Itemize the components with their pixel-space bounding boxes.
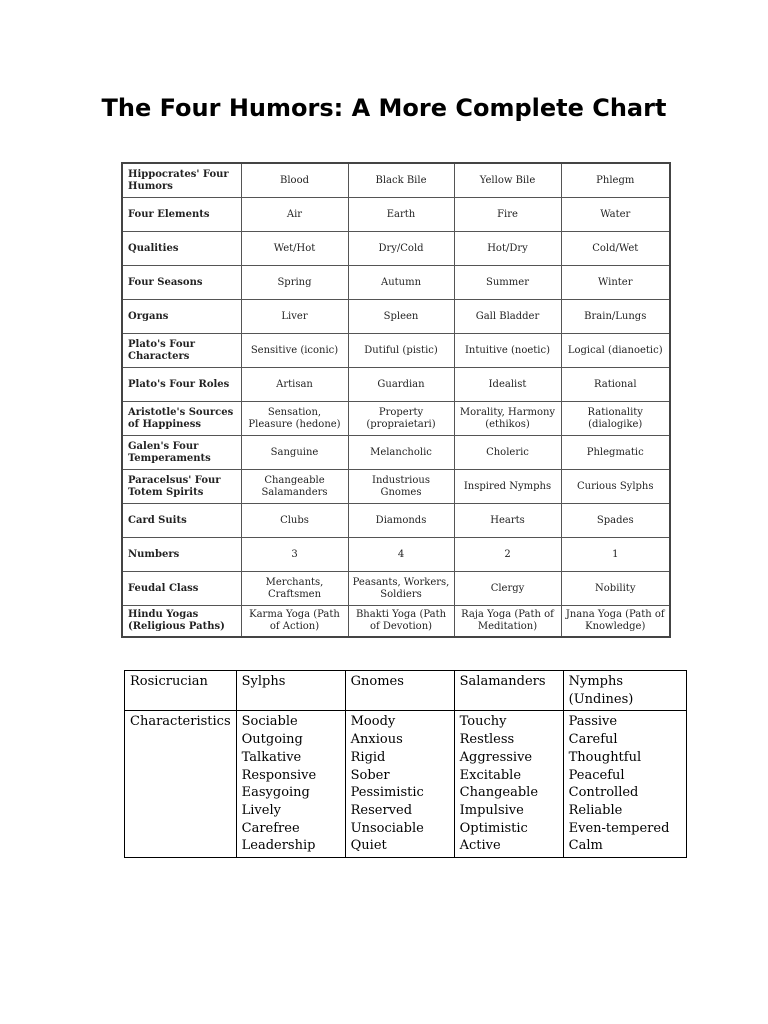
trait: Touchy xyxy=(459,714,507,730)
chart-cell: Brain/Lungs xyxy=(561,300,670,334)
chart-cell: Dutiful (pistic) xyxy=(348,334,454,368)
trait: Lively xyxy=(241,802,281,818)
chart-cell: Wet/Hot xyxy=(241,232,348,266)
header-cell: Gnomes xyxy=(345,671,454,711)
chart-cell: 4 xyxy=(348,538,454,572)
chart-cell: Fire xyxy=(454,198,561,232)
row-header: Qualities xyxy=(122,232,241,266)
trait: Excitable xyxy=(459,767,522,783)
trait: Peaceful xyxy=(568,767,625,783)
trait: Calm xyxy=(568,838,603,854)
chart-cell: Merchants, Craftsmen xyxy=(241,572,348,606)
page-title: The Four Humors: A More Complete Chart xyxy=(101,94,667,122)
chart-cell: Clergy xyxy=(454,572,561,606)
chart-cell: Diamonds xyxy=(348,504,454,538)
trait: Passive xyxy=(568,714,618,730)
chart-cell: Water xyxy=(561,198,670,232)
chart-cell: Nobility xyxy=(561,572,670,606)
row-header: Paracelsus' Four Totem Spirits xyxy=(122,470,241,504)
row-label: Characteristics xyxy=(125,711,237,858)
chart-row xyxy=(122,300,670,334)
chart-cell: Gall Bladder xyxy=(454,300,561,334)
chart-cell: 2 xyxy=(454,538,561,572)
chart-cell: Rational xyxy=(561,368,670,402)
chart-cell: Yellow Bile xyxy=(454,163,561,198)
row-header: Numbers xyxy=(122,538,241,572)
trait: Reserved xyxy=(350,802,413,818)
chart-cell: Autumn xyxy=(348,266,454,300)
trait: Rigid xyxy=(350,749,386,765)
row-header: Feudal Class xyxy=(122,572,241,606)
chart-cell: Choleric xyxy=(454,436,561,470)
chart-cell: Spades xyxy=(561,504,670,538)
trait: Moody xyxy=(350,714,396,730)
chart-cell: Jnana Yoga (Path of Knowledge) xyxy=(561,606,670,638)
chart-row xyxy=(122,470,670,504)
chart-cell: Liver xyxy=(241,300,348,334)
chart-cell: Property (propraietari) xyxy=(348,402,454,436)
chart-cell: Peasants, Workers, Soldiers xyxy=(348,572,454,606)
trait: Impulsive xyxy=(459,802,524,818)
characteristics-cell xyxy=(563,711,686,858)
rosicrucian-header-row xyxy=(125,671,687,711)
trait: Restless xyxy=(459,732,515,748)
row-header: Plato's Four Roles xyxy=(122,368,241,402)
characteristics-cell xyxy=(454,711,563,858)
chart-cell: Rationality (dialogike) xyxy=(561,402,670,436)
chart-row xyxy=(122,232,670,266)
chart-cell: Bhakti Yoga (Path of Devotion) xyxy=(348,606,454,638)
chart-cell: Raja Yoga (Path of Meditation) xyxy=(454,606,561,638)
trait: Controlled xyxy=(568,785,639,801)
chart-cell: Spleen xyxy=(348,300,454,334)
characteristics-cell xyxy=(345,711,454,858)
chart-cell: Industrious Gnomes xyxy=(348,470,454,504)
trait: Even-tempered xyxy=(568,820,670,836)
row-header: Plato's Four Characters xyxy=(122,334,241,368)
row-header: Hindu Yogas (Religious Paths) xyxy=(122,606,241,638)
row-header: Aristotle's Sources of Happiness xyxy=(122,402,241,436)
trait: Talkative xyxy=(241,749,302,765)
row-header: Organs xyxy=(122,300,241,334)
chart-cell: Hot/Dry xyxy=(454,232,561,266)
chart-row xyxy=(122,368,670,402)
chart-cell: Winter xyxy=(561,266,670,300)
chart-cell: Guardian xyxy=(348,368,454,402)
chart-cell: Clubs xyxy=(241,504,348,538)
chart-cell: Black Bile xyxy=(348,163,454,198)
chart-cell: Intuitive (noetic) xyxy=(454,334,561,368)
chart-row xyxy=(122,402,670,436)
chart-cell: Air xyxy=(241,198,348,232)
chart-cell: Blood xyxy=(241,163,348,198)
chart-cell: Summer xyxy=(454,266,561,300)
chart-cell: Sanguine xyxy=(241,436,348,470)
chart-row xyxy=(122,504,670,538)
trait: Carefree xyxy=(241,820,300,836)
row-header: Four Seasons xyxy=(122,266,241,300)
trait: Reliable xyxy=(568,802,623,818)
trait: Anxious xyxy=(350,732,403,748)
chart-cell: Spring xyxy=(241,266,348,300)
row-header: Card Suits xyxy=(122,504,241,538)
chart-cell: Sensitive (iconic) xyxy=(241,334,348,368)
chart-cell: Karma Yoga (Path of Action) xyxy=(241,606,348,638)
chart-cell: Hearts xyxy=(454,504,561,538)
chart-row xyxy=(122,572,670,606)
chart-cell: Inspired Nymphs xyxy=(454,470,561,504)
chart-cell: Changeable Salamanders xyxy=(241,470,348,504)
trait: Thoughtful xyxy=(568,749,642,765)
trait: Active xyxy=(459,838,501,854)
chart-row xyxy=(122,163,670,198)
trait: Unsociable xyxy=(350,820,424,836)
trait: Changeable xyxy=(459,785,539,801)
chart-row xyxy=(122,334,670,368)
rosicrucian-table xyxy=(124,670,687,858)
characteristics-row xyxy=(125,711,687,858)
header-cell: Nymphs (Undines) xyxy=(563,671,686,711)
chart-cell: Logical (dianoetic) xyxy=(561,334,670,368)
chart-cell: Earth xyxy=(348,198,454,232)
row-header: Four Elements xyxy=(122,198,241,232)
trait: Aggressive xyxy=(459,749,533,765)
chart-cell: Cold/Wet xyxy=(561,232,670,266)
chart-cell: 3 xyxy=(241,538,348,572)
chart-cell: Dry/Cold xyxy=(348,232,454,266)
chart-cell: Curious Sylphs xyxy=(561,470,670,504)
trait: Quiet xyxy=(350,838,387,854)
trait: Leadership xyxy=(241,838,316,854)
header-cell: Sylphs xyxy=(236,671,345,711)
row-header: Hippocrates' Four Humors xyxy=(122,163,241,198)
chart-cell: Idealist xyxy=(454,368,561,402)
four-humors-chart xyxy=(121,162,671,638)
chart-cell: Sensation, Pleasure (hedone) xyxy=(241,402,348,436)
characteristics-cell xyxy=(236,711,345,858)
chart-row xyxy=(122,436,670,470)
chart-cell: Melancholic xyxy=(348,436,454,470)
chart-cell: Artisan xyxy=(241,368,348,402)
trait: Responsive xyxy=(241,767,317,783)
chart-cell: Morality, Harmony (ethikos) xyxy=(454,402,561,436)
row-header: Galen's Four Temperaments xyxy=(122,436,241,470)
trait: Optimistic xyxy=(459,820,528,836)
trait: Outgoing xyxy=(241,732,303,748)
trait: Sober xyxy=(350,767,390,783)
trait: Easygoing xyxy=(241,785,310,801)
chart-cell: Phlegm xyxy=(561,163,670,198)
chart-cell: 1 xyxy=(561,538,670,572)
header-cell: Rosicrucian xyxy=(125,671,237,711)
trait: Pessimistic xyxy=(350,785,424,801)
header-cell: Salamanders xyxy=(454,671,563,711)
chart-row xyxy=(122,266,670,300)
chart-cell: Phlegmatic xyxy=(561,436,670,470)
chart-row xyxy=(122,606,670,638)
chart-row xyxy=(122,198,670,232)
chart-row xyxy=(122,538,670,572)
trait: Careful xyxy=(568,732,618,748)
trait: Sociable xyxy=(241,714,298,730)
